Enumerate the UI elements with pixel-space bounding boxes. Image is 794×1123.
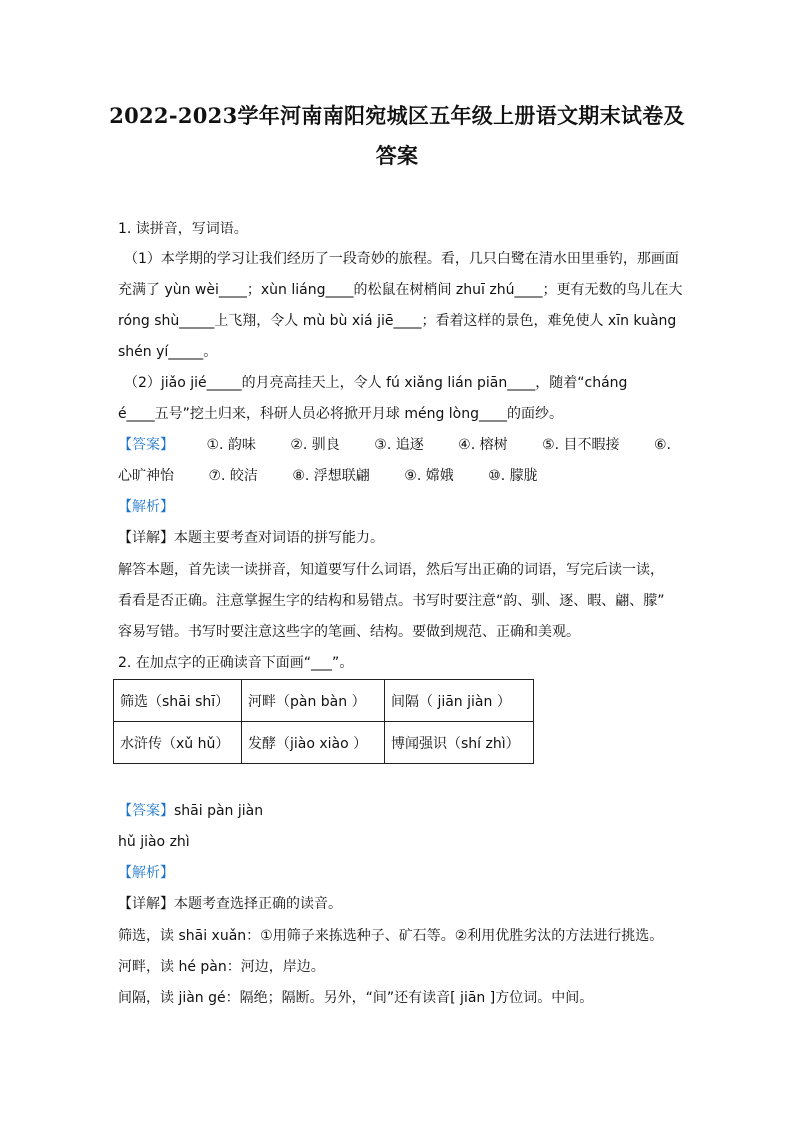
detail-text: 本题主要考查对词语的拼写能力。 <box>174 530 384 546</box>
answer-item: 心旷神怡 <box>118 468 174 484</box>
answer-item: ⑤. 目不暇接 <box>542 437 620 453</box>
q1-explain-line: 解答本题，首先读一读拼音，知道要写什么词语，然后写出正确的词语，写完后读一读， <box>118 562 664 578</box>
q2-detail <box>118 894 342 914</box>
q2-explain-line: 筛选，读 shāi xuǎn：①用筛子来拣选种子、矿石等。②利用优胜劣汰的方法进行挑选。 <box>118 928 664 944</box>
answer-item: ⑦. 皎洁 <box>208 468 258 484</box>
title-line-1: 2022-2023学年河南南阳宛城区五年级上册语文期末试卷及 <box>109 103 685 128</box>
q1-paragraph-2-line: é____五号”挖土归来，科研人员必将掀开月球 méng lòng____的面纱。 <box>118 406 563 422</box>
q1-paragraph-1-line: （1）本学期的学习让我们经历了一段奇妙的旅程。看，几只白鹭在清水田里垂钓，那画面 <box>124 251 679 267</box>
answer-item: ③. 追逐 <box>374 437 424 453</box>
answer-item: ①. 韵味 <box>206 437 256 453</box>
table-cell: 博闻强识（shí zhì） <box>385 722 534 764</box>
q2-answer-line-2: hǔ jiào zhì <box>118 834 190 850</box>
table-cell: 水浒传（xǔ hǔ） <box>114 722 242 764</box>
q2-analysis-label: 【解析】 <box>118 865 174 881</box>
detail-label: 【详解】 <box>118 896 174 912</box>
table-cell: 河畔（pàn bàn ） <box>242 680 385 722</box>
q1-paragraph-1-line: róng shù_____上飞翔，令人 mù bù xiá jiē____；看着这样的景色，难免使人 xīn kuàng <box>118 313 677 329</box>
q1-explain-line: 容易写错。书写时要注意这些字的笔画、结构。要做到规范、正确和美观。 <box>118 624 580 640</box>
table-row <box>114 680 534 722</box>
q1-paragraph-1-line: 充满了 yùn wèi____；xùn liáng____的松鼠在树梢间 zhuī zhú____；更有无数的鸟儿在大 <box>118 282 683 298</box>
q2-explain-line: 河畔，读 hé pàn：河边，岸边。 <box>118 959 325 975</box>
q2-heading: 2. 在加点字的正确读音下面画“___”。 <box>118 655 354 671</box>
q1-heading: 1. 读拼音，写词语。 <box>118 221 248 237</box>
title-line-2: 答案 <box>375 143 419 168</box>
table-row <box>114 722 534 764</box>
detail-text: 本题考查选择正确的读音。 <box>174 896 342 912</box>
q1-detail <box>118 528 384 548</box>
answer-label: 【答案】 <box>118 803 174 819</box>
q2-explain-line: 间隔，读 jiàn gé：隔绝；隔断。另外，“间”还有读音[ jiān ]方位词。中间。 <box>118 990 594 1006</box>
q1-explain-line: 看看是否正确。注意掌握生字的结构和易错点。书写时要注意“韵、驯、逐、暇、翩、朦” <box>118 593 665 609</box>
q2-pronunciation-table <box>113 679 534 764</box>
q1-paragraph-1-line: shén yí_____。 <box>118 344 218 360</box>
answer-item: ⑨. 嫦娥 <box>404 468 454 484</box>
answer-text: shāi pàn jiàn <box>174 803 264 819</box>
table-cell: 筛选（shāi shī） <box>114 680 242 722</box>
answer-item: ⑥. <box>653 437 671 453</box>
q1-paragraph-2-line: （2）jiǎo jié_____的月亮高挂天上，令人 fú xiǎng lián piān____，随着“cháng <box>124 375 628 391</box>
document-title <box>60 96 734 176</box>
q1-analysis-label: 【解析】 <box>118 499 174 515</box>
answer-item: ④. 榕树 <box>458 437 508 453</box>
answer-item: ⑩. 朦胧 <box>488 468 538 484</box>
table-cell: 发酵（jiào xiào ） <box>242 722 385 764</box>
detail-label: 【详解】 <box>118 530 174 546</box>
answer-item: ②. 驯良 <box>290 437 340 453</box>
q2-answer <box>118 801 263 821</box>
q1-answer-row <box>118 435 678 455</box>
answer-label: 【答案】 <box>118 437 174 453</box>
answer-item: ⑧. 浮想联翩 <box>292 468 370 484</box>
table-cell: 间隔（ jiān jiàn ） <box>385 680 534 722</box>
q1-answer-row-2 <box>118 466 538 486</box>
